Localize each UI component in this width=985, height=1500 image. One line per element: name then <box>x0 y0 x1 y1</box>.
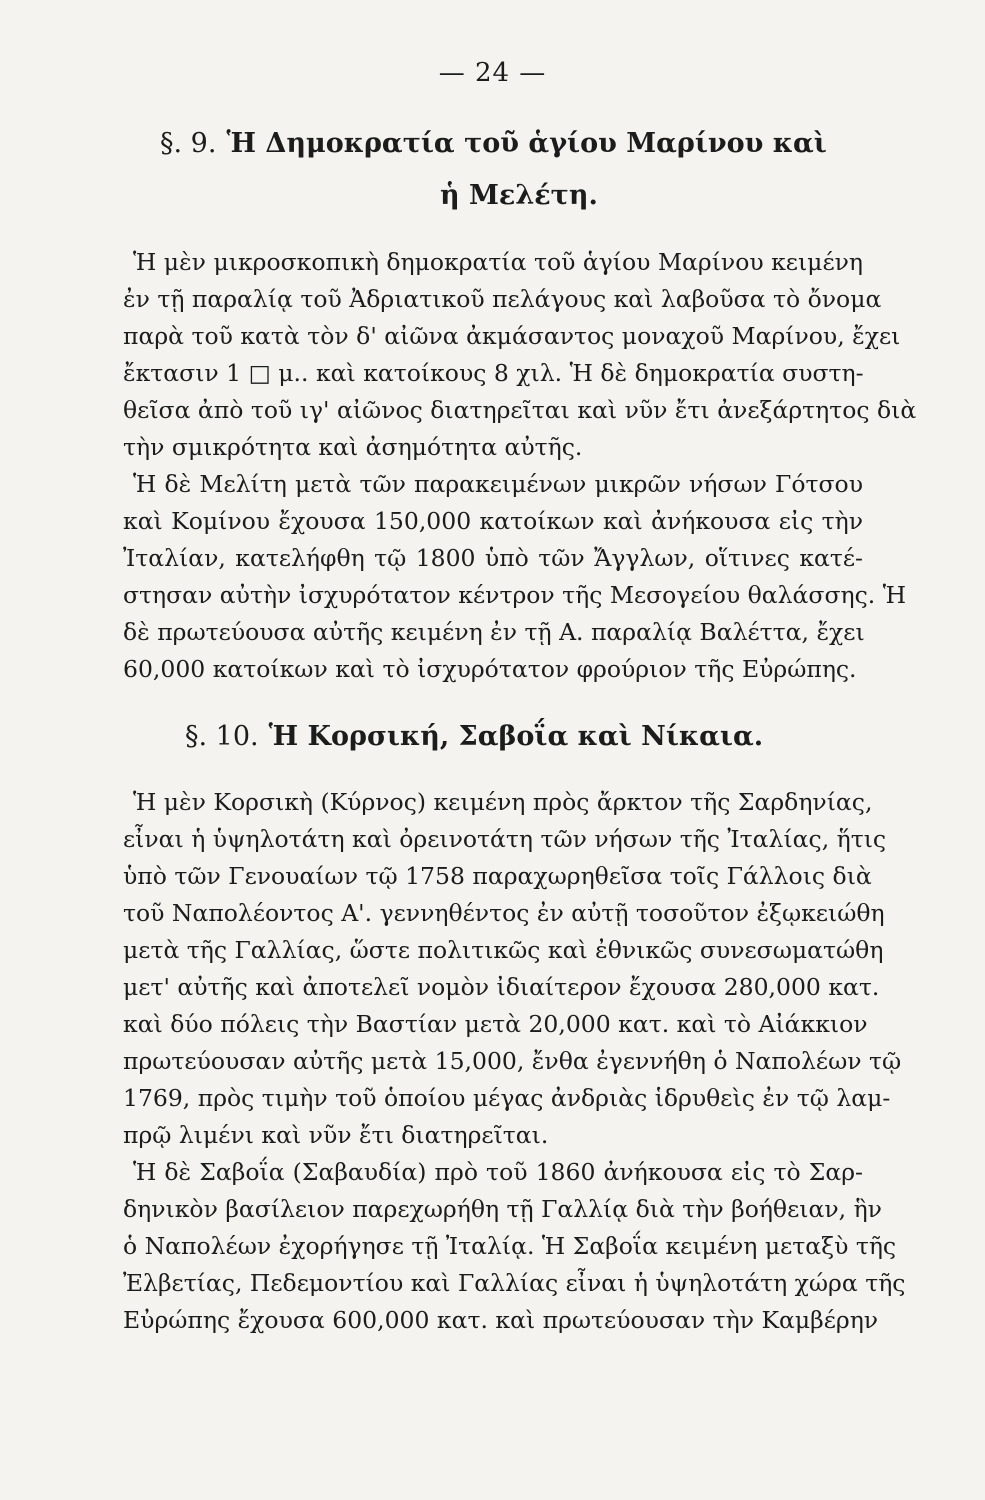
text-line: τοῦ Ναπολέοντος Α'. γεννηθέντος ἐν αὐτῇ τοσοῦτον ἐξῳκειώθη <box>123 899 885 927</box>
section-9-title-line2: ἡ Μελέτη. <box>440 180 598 211</box>
section-9-heading <box>160 128 827 159</box>
page-number: — 24 — <box>438 58 547 88</box>
section-9-number: §. 9. <box>160 128 217 159</box>
text-line: στησαν αὐτὴν ἰσχυρότατον κέντρον τῆς Μεσογείου θαλάσσης. Ἡ <box>123 581 907 609</box>
section-10-heading <box>185 721 763 752</box>
text-line: 60,000 κατοίκων καὶ τὸ ἰσχυρότατον φρούριον τῆς Εὐρώπης. <box>123 655 857 683</box>
text-line: δὲ πρωτεύουσα αὐτῆς κειμένη ἐν τῇ Α. παραλίᾳ Βαλέττα, ἔχει <box>123 618 865 646</box>
text-line: πρῷ λιμένι καὶ νῦν ἔτι διατηρεῖται. <box>123 1121 549 1149</box>
text-line: μετὰ τῆς Γαλλίας, ὥστε πολιτικῶς καὶ ἐθνικῶς συνεσωματώθη <box>123 936 884 964</box>
text-line: δηνικὸν βασίλειον παρεχωρήθη τῇ Γαλλίᾳ διὰ τὴν βοήθειαν, ἣν <box>123 1195 882 1223</box>
text-line: μετ' αὐτῆς καὶ ἀποτελεῖ νομὸν ἰδιαίτερον ἔχουσα 280,000 κατ. <box>123 973 880 1001</box>
text-line: ἔκτασιν 1 □ μ.. καὶ κατοίκους 8 χιλ. Ἡ δὲ δημοκρατία συστη- <box>123 359 864 387</box>
section-9-title-line1: Ἡ Δημοκρατία τοῦ ἁγίου Μαρίνου καὶ <box>226 128 827 159</box>
text-line: Ἡ δὲ Σαβοΐα (Σαβαυδία) πρὸ τοῦ 1860 ἀνήκουσα εἰς τὸ Σαρ- <box>133 1158 863 1186</box>
text-line: εἶναι ἡ ὑψηλοτάτη καὶ ὀρεινοτάτη τῶν νήσων τῆς Ἰταλίας, ἥτις <box>123 825 887 853</box>
text-line: Ἐλβετίας, Πεδεμοντίου καὶ Γαλλίας εἶναι ἡ ὑψηλοτάτη χώρα τῆς <box>123 1269 906 1297</box>
text-line: Ἡ δὲ Μελίτη μετὰ τῶν παρακειμένων μικρῶν νήσων Γότσου <box>133 470 863 498</box>
text-line: ὑπὸ τῶν Γενουαίων τῷ 1758 παραχωρηθεῖσα τοῖς Γάλλοις διὰ <box>123 862 872 890</box>
text-line: ὁ Ναπολέων ἐχορήγησε τῇ Ἰταλίᾳ. Ἡ Σαβοΐα κειμένη μεταξὺ τῆς <box>123 1232 897 1260</box>
text-line: παρὰ τοῦ κατὰ τὸν δ' αἰῶνα ἀκμάσαντος μοναχοῦ Μαρίνου, ἔχει <box>123 322 901 350</box>
text-line: 1769, πρὸς τιμὴν τοῦ ὁποίου μέγας ἀνδριὰς ἱδρυθεὶς ἐν τῷ λαμ- <box>123 1084 891 1112</box>
text-line: πρωτεύουσαν αὐτῆς μετὰ 15,000, ἔνθα ἐγεννήθη ὁ Ναπολέων τῷ <box>123 1047 902 1075</box>
text-line: Ἡ μὲν Κορσικὴ (Κύρνος) κειμένη πρὸς ἄρκτον τῆς Σαρδηνίας, <box>133 788 873 816</box>
text-line: θεῖσα ἀπὸ τοῦ ιγ' αἰῶνος διατηρεῖται καὶ νῦν ἔτι ἀνεξάρτητος διὰ <box>123 396 917 424</box>
section-10-number: §. 10. <box>185 721 259 752</box>
text-line: τὴν σμικρότητα καὶ ἀσημότητα αὐτῆς. <box>123 433 583 461</box>
text-line: καὶ Κομίνου ἔχουσα 150,000 κατοίκων καὶ ἀνήκουσα εἰς τὴν <box>123 507 863 535</box>
text-line: Ἡ μὲν μικροσκοπικὴ δημοκρατία τοῦ ἁγίου Μαρίνου κειμένη <box>133 248 863 276</box>
text-line: Ἰταλίαν, κατελήφθη τῷ 1800 ὑπὸ τῶν Ἄγγλων, οἵτινες κατέ- <box>123 544 863 572</box>
text-line: Εὐρώπης ἔχουσα 600,000 κατ. καὶ πρωτεύουσαν τὴν Καμβέρην <box>123 1306 879 1334</box>
text-line: καὶ δύο πόλεις τὴν Βαστίαν μετὰ 20,000 κατ. καὶ τὸ Αἰάκκιον <box>123 1010 868 1038</box>
text-line: ἐν τῇ παραλίᾳ τοῦ Ἀδριατικοῦ πελάγους καὶ λαβοῦσα τὸ ὄνομα <box>123 285 882 313</box>
section-10-title: Ἡ Κορσική, Σαβοΐα καὶ Νίκαια. <box>268 721 764 752</box>
